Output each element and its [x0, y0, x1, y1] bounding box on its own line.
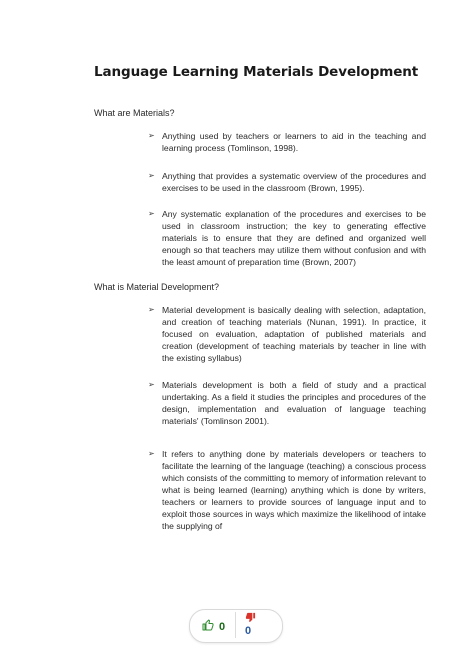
vote-widget — [189, 609, 283, 643]
arrow-bullet-icon: ➢ — [148, 209, 155, 218]
list-item — [148, 304, 426, 364]
bullet-text: Material development is basically dealing with selection, adaptation, and creation of teaching materials (Nunan, 1991). In practice, it focused on evaluation, adaptation of published materials and creation (development of teaching materials by teacher in line with the existing syllabus) — [162, 305, 426, 363]
bullet-text: Anything used by teachers or learners to aid in the teaching and learning process (Tomlinson, 1998). — [162, 131, 426, 153]
bullet-text: Any systematic explanation of the procedures and exercises to be used in classroom instruction; the key to generating effective materials is to ensure that they are defined and organized well enough so that teachers may utilize them without confusion and with the least amount of preparation time (Brown, 2007) — [162, 209, 426, 267]
upvote-count: 0 — [219, 621, 226, 633]
arrow-bullet-icon: ➢ — [148, 305, 155, 314]
bullet-text: Materials development is both a field of study and a practical undertaking. As a field it studies the principles and procedures of the design, implementation and evaluation of language teaching materials' (Tomlinson 2001). — [162, 380, 426, 426]
arrow-bullet-icon: ➢ — [148, 380, 155, 389]
vote-divider — [235, 612, 236, 638]
list-item — [148, 130, 426, 154]
arrow-bullet-icon: ➢ — [148, 449, 155, 458]
section-heading-materials: What are Materials? — [94, 108, 175, 118]
list-item — [148, 448, 426, 532]
arrow-bullet-icon: ➢ — [148, 171, 155, 180]
upvote-button[interactable] — [202, 618, 225, 636]
list-item — [148, 170, 426, 194]
list-item — [148, 208, 426, 268]
bullet-text: It refers to anything done by materials developers or teachers to facilitate the learning of the language (teaching) a conscious process which consists of the committing to memory of information relevant to what is being learned (learning) anything which is done by writers, teachers or learners to provide sources of language input and to exploit those sources in ways which maximize the likelihood of intake the supplying of — [162, 449, 426, 531]
document-title: Language Learning Materials Development — [94, 64, 419, 80]
bullet-text: Anything that provides a systematic overview of the procedures and exercises to be used in the classroom (Brown, 1995). — [162, 171, 426, 193]
downvote-count: 0 — [245, 625, 252, 637]
section-heading-material-development: What is Material Development? — [94, 282, 220, 292]
downvote-button[interactable] — [242, 611, 272, 641]
thumbs-up-icon — [202, 618, 214, 636]
list-item — [148, 379, 426, 427]
arrow-bullet-icon: ➢ — [148, 131, 155, 140]
